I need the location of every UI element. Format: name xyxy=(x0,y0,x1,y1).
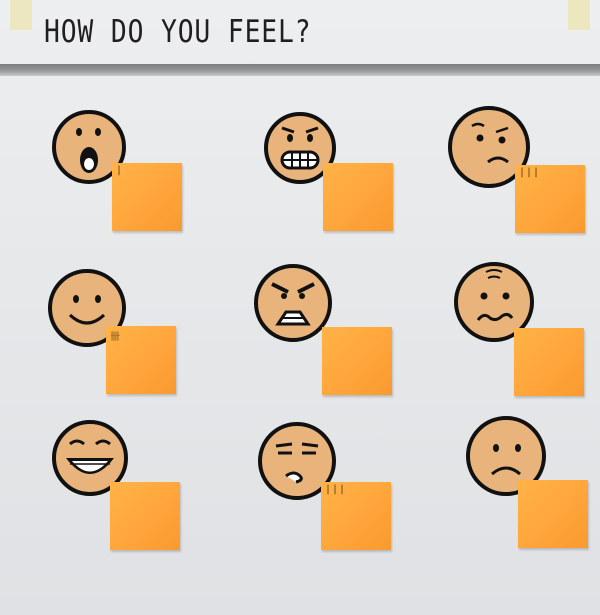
tape-left xyxy=(10,0,32,30)
tally-marks: ||| xyxy=(325,484,347,495)
sticky-note[interactable] xyxy=(110,482,180,550)
tally-marks: ||| xyxy=(519,167,541,178)
sticky-note[interactable] xyxy=(514,328,584,396)
sticky-note[interactable] xyxy=(518,480,588,548)
sticky-note[interactable] xyxy=(106,326,176,394)
page-title: HOW DO YOU FEEL? xyxy=(44,14,312,50)
sticky-note[interactable] xyxy=(323,163,393,231)
tally-marks: | xyxy=(116,165,124,176)
tape-right xyxy=(568,0,590,30)
sticky-note[interactable] xyxy=(515,165,585,233)
sticky-note[interactable] xyxy=(112,163,182,231)
sticky-note[interactable] xyxy=(322,327,392,395)
title-underline xyxy=(0,64,600,76)
tally-marks: 卌 xyxy=(110,332,121,343)
sticky-note[interactable] xyxy=(321,482,391,550)
